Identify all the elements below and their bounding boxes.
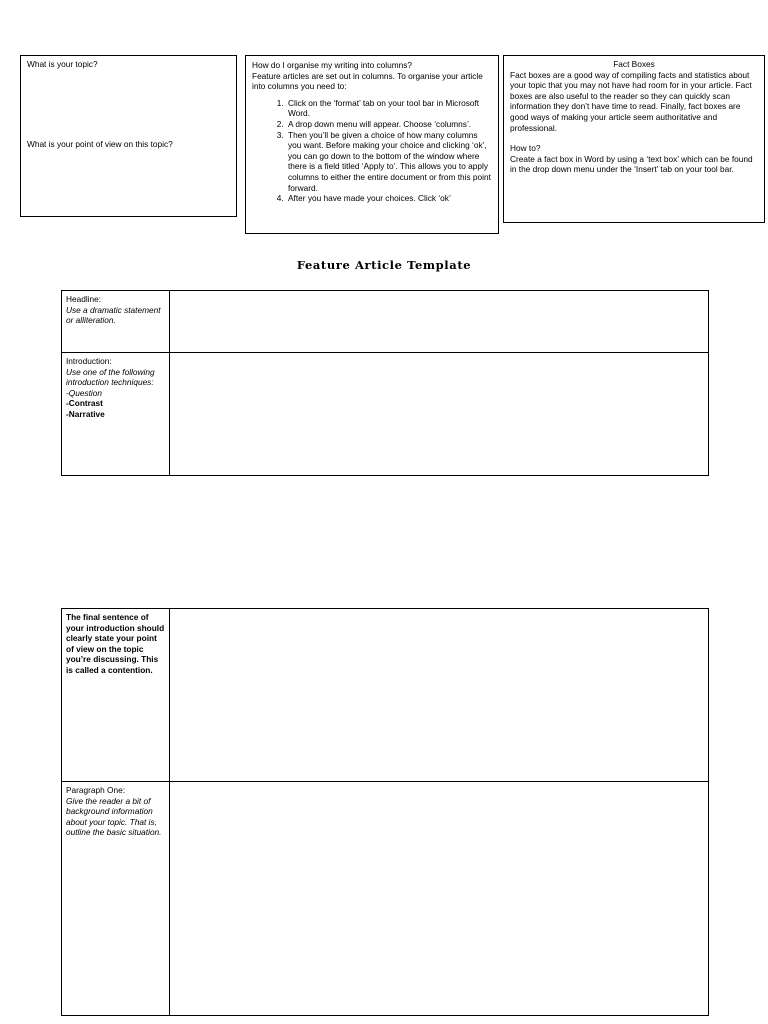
paragraph-one-hint: Give the reader a bit of background information about your topic. That is, outline the basic situation. — [66, 795, 162, 838]
table-row — [62, 291, 709, 353]
table-row — [62, 609, 709, 782]
template-table-top — [61, 290, 709, 476]
fact-boxes-title: Fact Boxes — [613, 59, 655, 69]
introduction-option-narrative: -Narrative — [66, 408, 105, 419]
introduction-label: Introduction — [66, 356, 110, 366]
table-row — [62, 782, 709, 1016]
contention-label-cell — [62, 609, 170, 782]
fact-boxes-info-box — [503, 55, 765, 223]
table-row — [62, 353, 709, 476]
paragraph-one-writing-cell[interactable] — [170, 782, 709, 1016]
point-of-view-question: What is your point of view on this topic? — [27, 138, 173, 149]
columns-heading: How do I organise my writing into columns? — [252, 60, 413, 70]
introduction-option-contrast: -Contrast — [66, 398, 103, 409]
paragraph-one-label-cell — [62, 782, 170, 1016]
headline-writing-cell[interactable] — [170, 291, 709, 353]
introduction-hint: Use one of the following introduction techniques: — [66, 366, 155, 388]
template-table-bottom — [61, 608, 709, 1016]
introduction-writing-cell[interactable] — [170, 353, 709, 476]
columns-step: 4. After you have made your choices. Click ‘ok’ — [286, 193, 492, 204]
contention-writing-cell[interactable] — [170, 609, 709, 782]
columns-intro: Feature articles are set out in columns. To organise your article into columns you need to: — [252, 70, 483, 92]
paragraph-one-colon: : — [122, 785, 126, 795]
fact-boxes-body: Fact boxes are a good way of compiling facts and statistics about your topic that you may not have had room for in your article. Fact boxes are also useful to the reader so they can quickly scan information they don’t have time to read. Finally, fact boxes are good ways of making your article seem authoritative and professional. — [510, 69, 752, 133]
headline-label-line — [66, 294, 165, 305]
columns-step: 2. A drop down menu will appear. Choose ‘columns’. — [286, 119, 492, 130]
topic-question: What is your topic? — [27, 59, 98, 69]
headline-colon: : — [98, 294, 102, 304]
contention-instruction: The final sentence of your introduction should clearly state your point of view on the topic you’re discussing. This is called a contention. — [66, 612, 165, 675]
columns-instructions-box — [245, 55, 499, 234]
paragraph-one-label-line — [66, 785, 165, 796]
introduction-option-question: -Question — [66, 387, 102, 398]
page-title: Feature Article Template — [296, 258, 472, 272]
paragraph-one-label: Paragraph One — [66, 785, 123, 795]
how-to-title: How to? — [510, 143, 541, 154]
columns-steps-list — [252, 98, 492, 204]
topic-box — [20, 55, 237, 217]
columns-step: 3. Then you’ll be given a choice of how many columns you want. Before making your choice and clicking ‘ok’, you can go down to the bottom of the window where there is a field titled ‘Apply to’. This allows you to apply columns to either the entire document or from this point forward. — [286, 130, 492, 194]
headline-label-cell — [62, 291, 170, 353]
headline-hint: Use a dramatic statement or alliteration. — [66, 304, 161, 326]
columns-step: 1. Click on the ‘format’ tab on your tool bar in Microsoft Word. — [286, 98, 492, 119]
headline-label: Headline — [66, 294, 99, 304]
introduction-colon: : — [109, 356, 112, 366]
introduction-label-cell — [62, 353, 170, 476]
introduction-label-line — [66, 356, 165, 367]
how-to-body: Create a fact box in Word by using a ‘text box’ which can be found in the drop down menu under the ‘Insert’ tab on your tool bar. — [510, 153, 753, 175]
